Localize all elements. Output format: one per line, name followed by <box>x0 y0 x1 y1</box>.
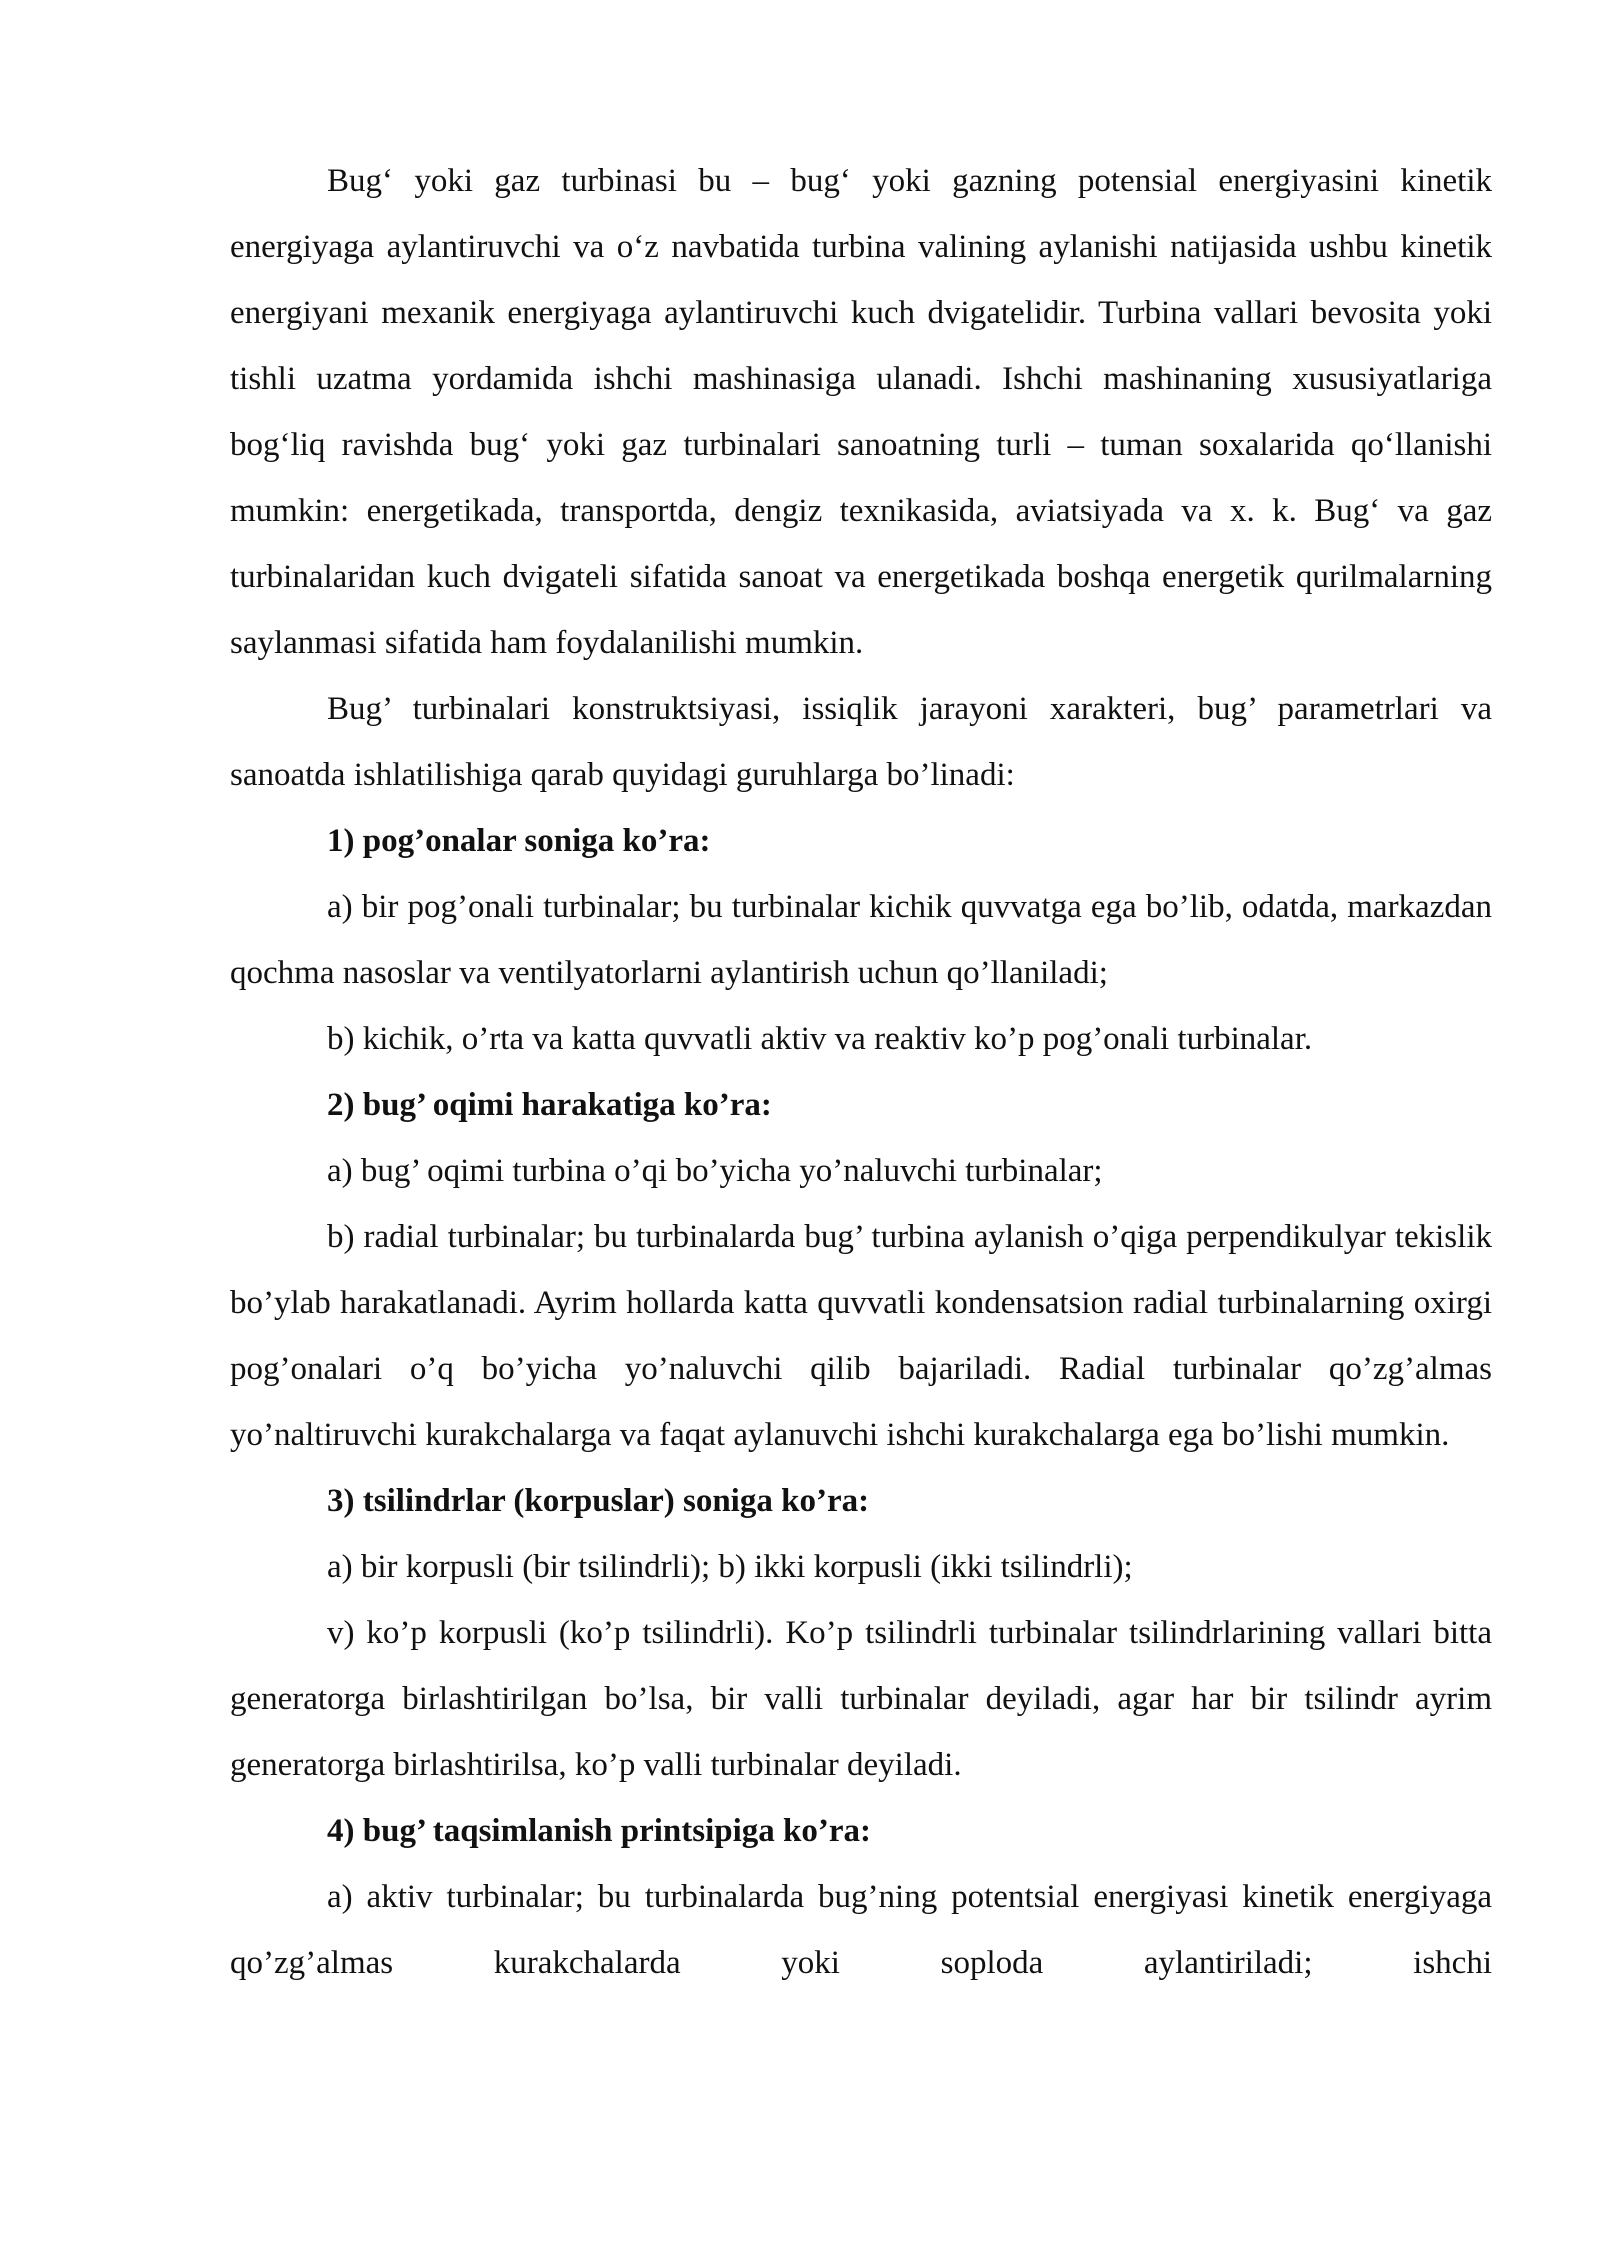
list-item-one-two-cylinder: a) bir korpusli (bir tsilindrli); b) ikki korpusli (ikki tsilindrli); <box>327 1549 1133 1585</box>
heading-cylinders: 3) tsilindrlar (korpuslar) soniga ko’ra: <box>327 1483 870 1519</box>
list-item-multi-stage: b) kichik, o’rta va katta quvvatli aktiv va reaktiv ko’p pog’onali turbinalar. <box>327 1021 1313 1057</box>
list-item-axial: a) bug’ oqimi turbina o’qi bo’yicha yo’naluvchi turbinalar; <box>327 1153 1103 1189</box>
heading-distribution: 4) bug’ taqsimlanish printsipiga ko’ra: <box>327 1813 871 1849</box>
document-page <box>230 148 1492 1996</box>
list-item-multi-cylinder: v) ko’p korpusli (ko’p tsilindrli). Ko’p tsilindrli turbinalar tsilindrlarining vallari bitta generatorga birlashtirilgan bo’lsa, bir valli turbinalar deyiladi, agar har bir tsilindr ayrim generatorga birlashtirilsa, ko’p valli turbinalar deyiladi. <box>230 1615 1492 1783</box>
heading-steam-flow: 2) bug’ oqimi harakatiga ko’ra: <box>327 1087 772 1123</box>
list-item-active-turbines: a) aktiv turbinalar; bu turbinalarda bug’ning potentsial energiyasi kinetik energiyaga qo’zg’almas kurakchalarda yoki soploda aylantiriladi; ishchi <box>230 1879 1492 1981</box>
heading-stages: 1) pog’onalar soniga ko’ra: <box>327 823 711 859</box>
paragraph-intro: Bug‘ yoki gaz turbinasi bu – bug‘ yoki gazning potensial energiyasini kinetik energiyaga aylantiruvchi va o‘z navbatida turbina valining aylanishi natijasida ushbu kinetik energiyani mexanik energiyaga aylantiruvchi kuch dvigatelidir. Turbina vallari bevosita yoki tishli uzatma yordamida ishchi mashinasiga ulanadi. Ishchi mashinaning xususiyatlariga bog‘liq ravishda bug‘ yoki gaz turbinalari sanoatning turli – tuman soxalarida qo‘llanishi mumkin: energetikada, transportda, dengiz texnikasida, aviatsiyada va x. k. Bug‘ va gaz turbinalaridan kuch dvigateli sifatida sanoat va energetikada boshqa energetik qurilmalarning saylanmasi sifatida ham foydalanilishi mumkin. <box>230 163 1492 661</box>
list-item-single-stage: a) bir pog’onali turbinalar; bu turbinalar kichik quvvatga ega bo’lib, odatda, markazdan qochma nasoslar va ventilyatorlarni aylantirish uchun qo’llaniladi; <box>230 889 1492 991</box>
paragraph-classification: Bug’ turbinalari konstruktsiyasi, issiqlik jarayoni xarakteri, bug’ parametrlari va sanoatda ishlatilishiga qarab quyidagi guruhlarga bo’linadi: <box>230 691 1492 793</box>
list-item-radial: b) radial turbinalar; bu turbinalarda bug’ turbina aylanish o’qiga perpendikulyar tekislik bo’ylab harakatlanadi. Ayrim hollarda katta quvvatli kondensatsion radial turbinalarning oxirgi pog’onalari o’q bo’yicha yo’naluvchi qilib bajariladi. Radial turbinalar qo’zg’almas yo’naltiruvchi kurakchalarga va faqat aylanuvchi ishchi kurakchalarga ega bo’lishi mumkin. <box>230 1219 1492 1453</box>
